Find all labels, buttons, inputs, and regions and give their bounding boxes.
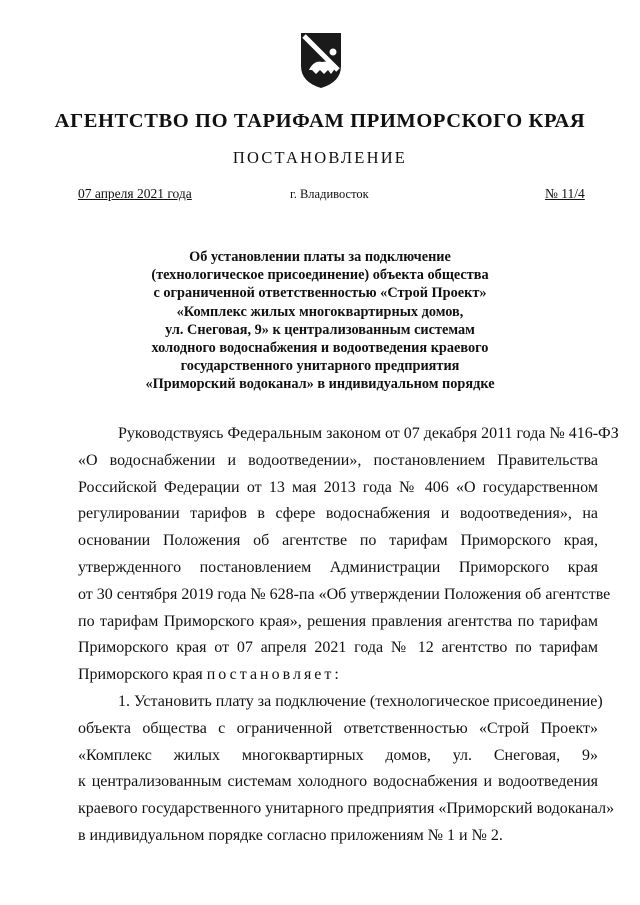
paragraph-2-line: к централизованным системам холодного водоснабжения и водоотведения bbox=[78, 773, 598, 791]
paragraph-2-line: объекта общества с ограниченной ответственностью «Строй Проект» bbox=[78, 719, 598, 737]
paragraph-2-line: краевого государственного унитарного предприятия «Приморский водоканал» bbox=[78, 800, 615, 818]
title-line: холодного водоснабжения и водоотведения краевого bbox=[151, 340, 489, 357]
paragraph-1-last-line bbox=[78, 662, 598, 689]
paragraph-1-line: «О водоснабжении и водоотведении», постановлением Правительства bbox=[78, 451, 598, 469]
document-title bbox=[100, 248, 540, 394]
paragraph-1-line: от 30 сентября 2019 года № 628-па «Об утверждении Положения об агентстве bbox=[78, 585, 611, 603]
paragraph-1-line: по тарифам Приморского края», решения правления агентства по тарифам bbox=[78, 612, 598, 630]
resolution-word: постановляет: bbox=[206, 666, 342, 684]
paragraph-1-last-prefix: Приморского края bbox=[78, 666, 203, 684]
title-line: Об установлении платы за подключение bbox=[189, 249, 451, 265]
document-city: г. Владивосток bbox=[290, 187, 369, 201]
title-line: «Комплекс жилых многоквартирных домов, bbox=[176, 303, 464, 320]
title-line: «Приморский водоканал» в индивидуальном порядке bbox=[145, 376, 495, 393]
paragraph-2-line: в индивидуальном порядке согласно приложениям № 1 и № 2. bbox=[78, 826, 503, 844]
paragraph-1-line: утвержденного постановлением Администрации Приморского края bbox=[78, 558, 598, 576]
title-line: государственного унитарного предприятия bbox=[180, 358, 460, 375]
paragraph-1-line: Российской Федерации от 13 мая 2013 года № 406 «О государственном bbox=[78, 478, 598, 496]
coat-of-arms-icon bbox=[298, 30, 344, 90]
document-body bbox=[78, 421, 619, 850]
paragraph-1-line: регулировании тарифов в сфере водоснабжения и водоотведения», на bbox=[78, 505, 598, 523]
document-date: 07 апреля 2021 года bbox=[78, 186, 192, 201]
title-line: ул. Снеговая, 9» к централизованным системам bbox=[165, 321, 475, 338]
paragraph-2-line: 1. Установить плату за подключение (технологическое присоединение) bbox=[118, 692, 603, 710]
document-type: ПОСТАНОВЛЕНИЕ bbox=[232, 148, 408, 167]
document-number: № 11/4 bbox=[545, 186, 585, 201]
paragraph-1-line: Руководствуясь Федеральным законом от 07 декабря 2011 года № 416-ФЗ bbox=[118, 425, 619, 442]
paragraph-1-line: Приморского края от 07 апреля 2021 года № 12 агентство по тарифам bbox=[78, 639, 598, 657]
title-line: с ограниченной ответственностью «Строй Проект» bbox=[153, 285, 487, 302]
paragraph-2-line: «Комплекс жилых многоквартирных домов, ул. Снеговая, 9» bbox=[78, 746, 598, 764]
title-line: (технологическое присоединение) объекта общества bbox=[151, 267, 489, 284]
paragraph-1-line: основании Положения об агентстве по тарифам Приморского края, bbox=[78, 532, 598, 550]
agency-name: АГЕНТСТВО ПО ТАРИФАМ ПРИМОРСКОГО КРАЯ bbox=[54, 110, 586, 132]
